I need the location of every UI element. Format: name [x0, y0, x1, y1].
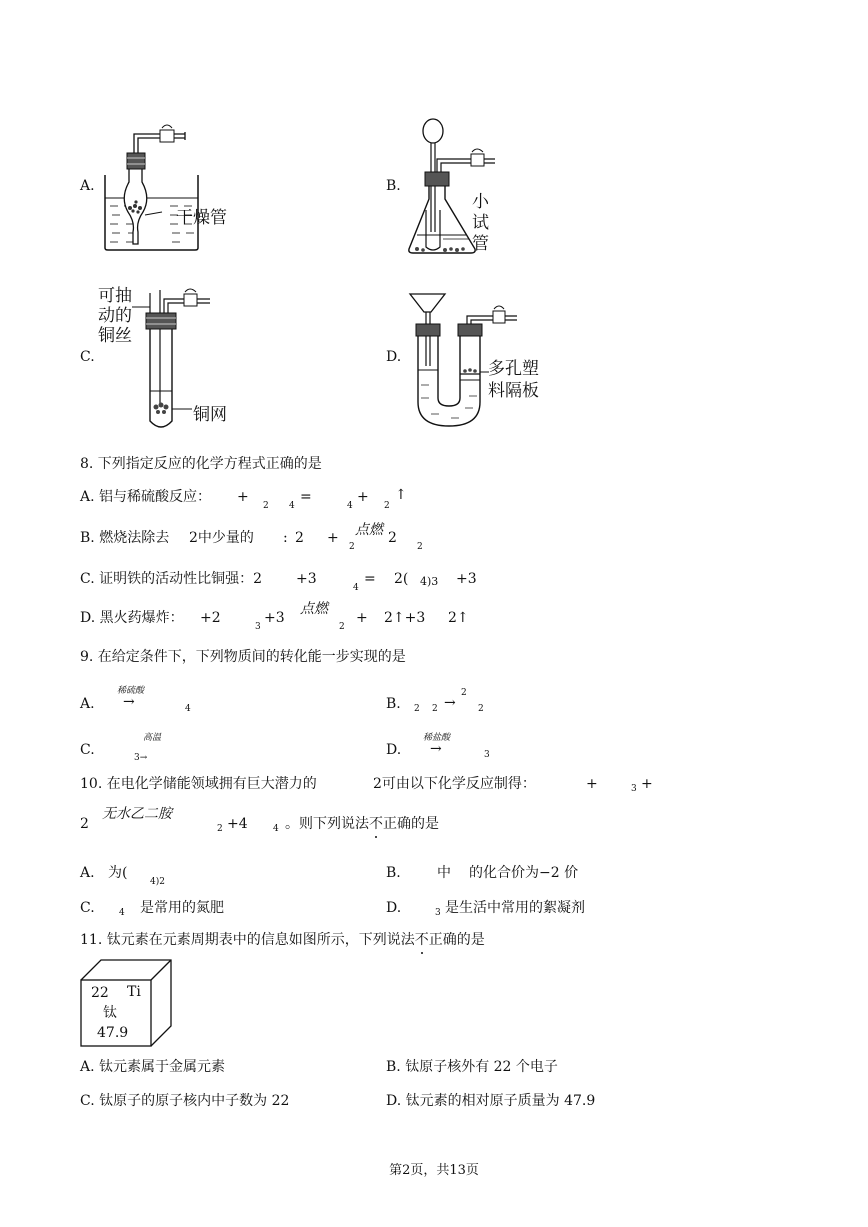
q10-option-d: D.	[386, 900, 402, 916]
q9-b-sub-2: 2	[432, 704, 438, 714]
q8-option-b: B. 燃烧法除去	[80, 530, 170, 546]
q10-condition: 无水乙二胺	[102, 806, 172, 822]
q8-option-c: C. 证明铁的活动性比铜强：2	[80, 571, 263, 587]
q10-line2-prefix: 2	[80, 816, 89, 832]
q10-plus-2: +	[641, 776, 653, 792]
q11-option-a: A. 钛元素属于金属元素	[80, 1059, 226, 1075]
q9-d-condition: 稀盐酸	[423, 733, 451, 743]
q9-c-condition: 高温	[143, 733, 162, 743]
q10-option-a: A.	[80, 865, 95, 881]
q11-option-b: B. 钛原子核外有 22 个电子	[386, 1059, 558, 1075]
option-b-label: B.	[386, 178, 401, 194]
q9-b-sup: 2	[461, 688, 467, 698]
q9-a-condition: 稀硫酸	[117, 686, 145, 696]
q9-option-c: C.	[80, 742, 95, 758]
q8-option-d: D. 黑火药爆炸：	[80, 610, 184, 626]
question-11-stem: 11. 钛元素在元素周期表中的信息如图所示，下列说法不正确的是	[80, 932, 485, 948]
apparatus-a-drying-tube-beaker	[100, 120, 220, 255]
movable-copper-wire-label: 可抽 动的 铜丝	[98, 286, 132, 346]
page-footer: 第2页，共13页	[389, 1163, 479, 1178]
option-d-label: D.	[386, 349, 402, 365]
q10-plus-1: +	[586, 776, 598, 792]
q11-option-d: D. 钛元素的相对原子质量为 47.9	[386, 1093, 596, 1109]
question-9-stem: 9. 在给定条件下，下列物质间的转化能一步实现的是	[80, 649, 406, 665]
q9-a-arrow: →	[123, 694, 135, 710]
drying-tube-label: 干燥管	[176, 208, 227, 228]
q10-d-tail: 是生活中常用的絮凝剂	[445, 900, 585, 916]
q10-sub-3: 3	[631, 784, 637, 794]
question-10-stem: 10. 在电化学储能领域拥有巨大潜力的	[80, 776, 317, 792]
small-test-tube-label: 小 试 管	[472, 192, 489, 254]
q9-b-sub-3: 2	[478, 704, 484, 714]
copper-mesh-label: 铜网	[193, 405, 227, 425]
porous-plastic-plate-label: 多孔塑 料隔板	[488, 359, 539, 401]
q10-line2-plus: +4	[227, 816, 248, 832]
q9-option-a: A.	[80, 696, 95, 712]
q10-option-c: C.	[80, 900, 95, 916]
question-8-stem: 8. 下列指定反应的化学方程式正确的是	[80, 456, 322, 472]
q10-line2-sub-1: 2	[217, 824, 223, 834]
apparatus-b-conical-flask	[405, 117, 505, 259]
q9-option-d: D.	[386, 742, 402, 758]
option-c-label: C.	[80, 349, 95, 365]
q8-b-middle: 2中少量的	[189, 530, 254, 546]
q10-b-tail: 的化合价为−2 价	[469, 865, 579, 881]
question-10-stem-tail-text: 2可由以下化学反应制得：	[373, 776, 536, 792]
q10-line2-tail: 。则下列说法不正确的是	[285, 816, 439, 832]
element-name: 钛	[103, 1005, 117, 1021]
q10-line2-sub-2: 4	[273, 824, 279, 834]
q11-option-c: C. 钛原子的原子核内中子数为 22	[80, 1093, 290, 1109]
q10-a-body: 为( 4)2	[108, 865, 165, 887]
q9-a-subscript: 4	[185, 704, 191, 714]
q9-d-subscript: 3	[484, 750, 490, 760]
q8-a-equation: + 2 4 = 4 + 2 ↑	[237, 487, 407, 511]
q9-d-arrow: →	[430, 741, 442, 757]
q9-b-sub-1: 2	[414, 704, 420, 714]
q10-option-b: B.	[386, 865, 401, 881]
q10-b-middle: 中	[437, 865, 451, 881]
element-symbol: Ti	[127, 984, 141, 1000]
q9-option-b: B.	[386, 696, 401, 712]
q9-b-arrow: →	[444, 695, 456, 711]
q10-c-tail: 是常用的氮肥	[140, 900, 224, 916]
q8-option-a: A. 铝与稀硫酸反应：	[80, 489, 212, 505]
q10-c-subscript: 4	[119, 908, 125, 918]
element-atomic-mass: 47.9	[97, 1025, 129, 1041]
q10-d-subscript: 3	[435, 908, 441, 918]
element-number: 22	[91, 985, 109, 1001]
option-a-label: A.	[80, 178, 95, 194]
